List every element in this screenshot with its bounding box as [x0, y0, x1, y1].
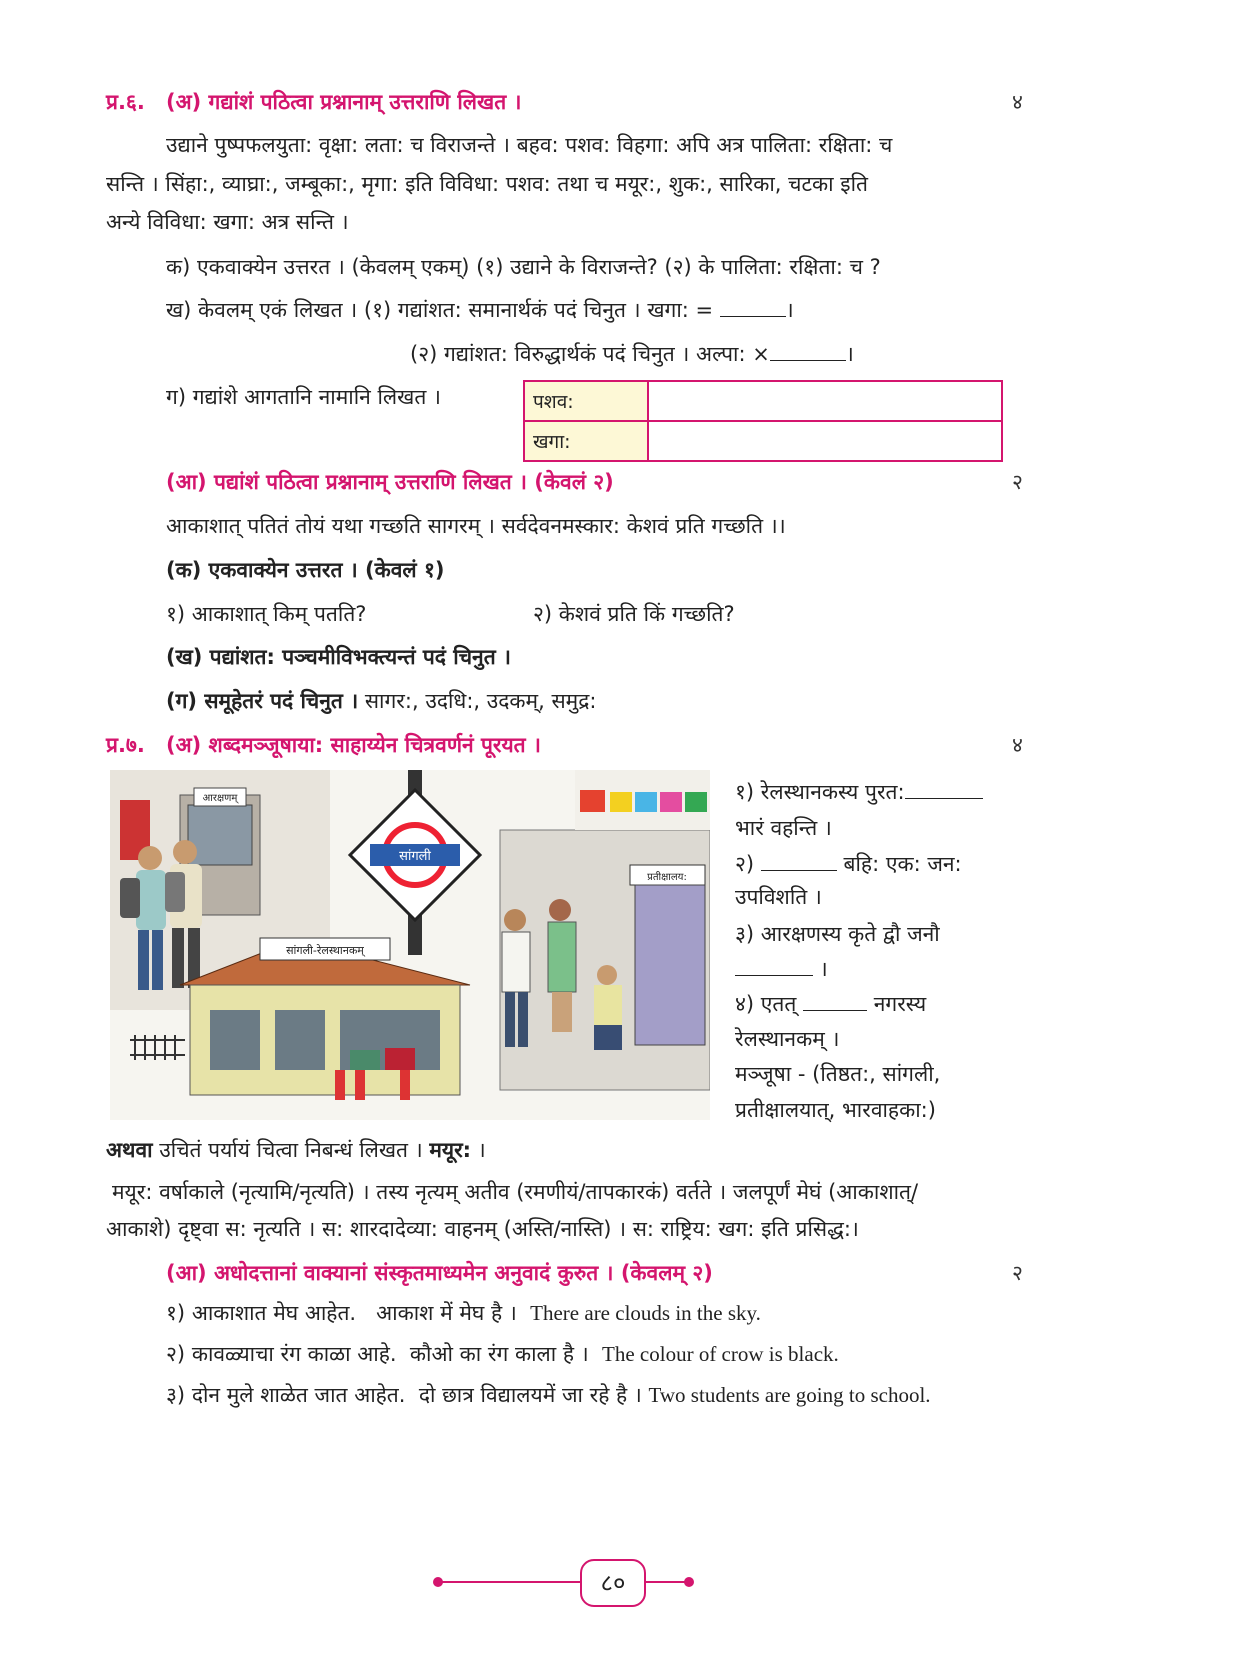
answer-blank[interactable]: [735, 957, 813, 976]
word-box-line-2: प्रतीक्षालयात्, भारवाहका:): [735, 1098, 936, 1122]
table-answer-cell[interactable]: [648, 421, 1002, 461]
table-answer-cell[interactable]: [648, 381, 1002, 421]
fill-line-6: ।: [735, 955, 828, 983]
sub-question-ka-2: २) केशवं प्रति किं गच्छति?: [533, 602, 735, 626]
table-row: [524, 421, 1002, 461]
waiting-room-sign: प्रतीक्षालय:: [647, 872, 687, 883]
q7-heading-aa: (आ) अधोदत्तानां वाक्यानां संस्कृतमाध्यमेन अनुवादं कुरुत । (केवलम् २): [166, 1261, 713, 1285]
q6-heading-a: (अ) गद्यांशं पठित्वा प्रश्नानाम् उत्तराणि लिखत ।: [166, 90, 522, 114]
question-kha-1: ख) केवलम् एकं लिखत । (१) गद्यांशत: समानार्थकं पदं चिनुत । खगा: = ।: [166, 298, 794, 322]
verse: आकाशात् पतितं तोयं यथा गच्छति सागरम् । सर्वदेवनमस्कार: केशवं प्रति गच्छति ।।: [166, 514, 786, 538]
fill-line-4: उपविशति ।: [735, 885, 822, 909]
q6-marks-a: ४: [1012, 90, 1023, 114]
table-row: [524, 381, 1002, 421]
building-sign: सांगली-रेलस्थानकम्: [286, 944, 364, 957]
answer-blank[interactable]: [770, 342, 846, 361]
fill-line-1: १) रेलस्थानकस्य पुरत:: [735, 778, 983, 806]
fill-line-8: रेलस्थानकम् ।: [735, 1027, 840, 1051]
answer-blank[interactable]: [720, 298, 786, 317]
fill-line-5: ३) आरक्षणस्य कृते द्वौ जनौ: [735, 922, 940, 946]
answer-blank[interactable]: [803, 992, 867, 1011]
answer-blank[interactable]: [761, 852, 837, 871]
fill-line-3: २) बहि: एक: जन:: [735, 852, 962, 876]
passage-line-1: उद्याने पुष्पफलयुता: वृक्षा: लता: च विराजन्ते । बहव: पशव: विहगा: अपि अत्र पालिता: रक्षिता: च: [166, 133, 893, 157]
q7-heading-a: (अ) शब्दमञ्जूषाया: साहाय्येन चित्रवर्णनं पूरयत ।: [166, 733, 541, 757]
q7-marks-aa: २: [1012, 1261, 1023, 1285]
page-number: ८०: [580, 1559, 646, 1607]
passage-line-3: अन्ये विविधा: खगा: अत्र सन्ति ।: [106, 210, 349, 234]
passage-line-2: सन्ति । सिंहा:, व्याघ्रा:, जम्बूका:, मृगा: इति विविधा: पशव: तथा च मयूर:, शुक:, सारिका, चटका इति: [106, 172, 868, 196]
sub-question-kha: (ख) पद्यांशत: पञ्चमीविभक्त्यन्तं पदं चिनुत ।: [166, 645, 511, 669]
fill-line-2: भारं वहन्ति ।: [735, 816, 832, 840]
fill-line-7: ४) एतत् नगरस्य: [735, 992, 927, 1016]
q6-heading-aa: (आ) पद्यांशं पठित्वा प्रश्नानाम् उत्तराणि लिखत । (केवलं २): [166, 470, 614, 494]
table-label: खगा:: [524, 421, 648, 461]
q7-number: प्र.७.: [106, 733, 145, 757]
translation-row: २) कावळ्याचा रंग काळा आहे. कौओ का रंग काला है । The colour of crow is black.: [166, 1342, 839, 1366]
q7-marks-a: ४: [1012, 733, 1023, 757]
page-line-right: [642, 1581, 688, 1583]
page-line-left: [440, 1581, 582, 1583]
word-box-line-1: मञ्जूषा - (तिष्ठत:, सांगली,: [735, 1062, 941, 1086]
q6-marks-aa: २: [1012, 470, 1023, 494]
sub-question-ka: (क) एकवाक्येन उत्तरत । (केवलं १): [166, 558, 445, 582]
answer-blank[interactable]: [905, 780, 983, 799]
translation-row: १) आकाशात मेघ आहेत. आकाश में मेघ है । There are clouds in the sky.: [166, 1301, 761, 1325]
athava-line: अथवा उचितं पर्यायं चित्वा निबन्धं लिखत । मयूर: ।: [106, 1138, 486, 1162]
names-table: [523, 380, 1003, 462]
question-kha-2: (२) गद्यांशत: विरुद्धार्थकं पदं चिनुत । अल्पा: × ।: [410, 342, 854, 366]
sub-question-ka-1: १) आकाशात् किम् पतति?: [166, 602, 367, 626]
question-ga: ग) गद्यांशे आगतानि नामानि लिखत ।: [166, 385, 441, 409]
translation-row: ३) दोन मुले शाळेत जात आहेत. दो छात्र विद्यालयमें जा रहे है । Two students are going to school.: [166, 1383, 931, 1407]
station-illustration: [110, 770, 710, 1120]
station-board: सांगली: [399, 849, 431, 864]
question-ka: क) एकवाक्येन उत्तरत । (केवलम् एकम्) (१) उद्याने के विराजन्ते? (२) के पालिता: रक्षिता: च ?: [166, 255, 881, 279]
sub-question-ga: (ग) समूहेतरं पदं चिनुत । सागर:, उदधि:, उदकम्, समुद्र:: [166, 689, 597, 713]
table-label: पशव:: [524, 381, 648, 421]
reservation-sign: आरक्षणम्: [202, 793, 238, 804]
page-dot-right: [684, 1577, 694, 1587]
q6-number: प्र.६.: [106, 90, 145, 114]
essay-line-2: आकाशे) दृष्ट्वा स: नृत्यति । स: शारदादेव्या: वाहनम् (अस्ति/नास्ति) । स: राष्ट्रिय: खग: इति प्रसिद्ध:।: [106, 1217, 859, 1241]
essay-line-1: मयूर: वर्षाकाले (नृत्यामि/नृत्यति) । तस्य नृत्यम् अतीव (रमणीयं/तापकारकं) वर्तते । जलपूर्णं मेघं (आकाशात्/: [112, 1180, 919, 1204]
